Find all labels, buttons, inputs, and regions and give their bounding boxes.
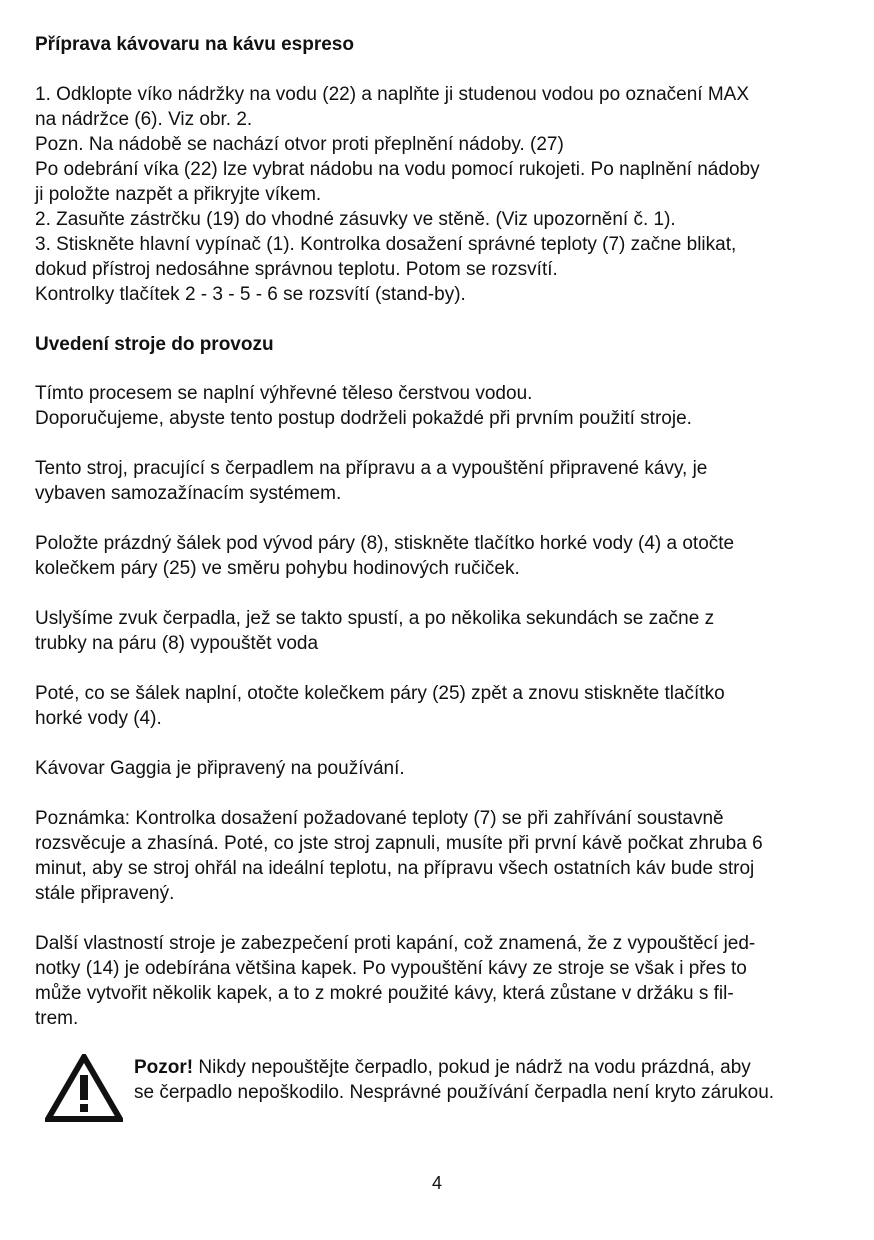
paragraph — [35, 756, 855, 781]
paragraph — [35, 531, 855, 581]
text-line: kolečkem páry (25) ve směru pohybu hodinových ručiček. — [35, 558, 520, 579]
warning-lead: Pozor! — [134, 1057, 194, 1078]
paragraph — [35, 456, 855, 506]
text-line: 2. Zasuňte zástrčku (19) do vhodné zásuvky ve stěně. (Viz upozornění č. 1). — [35, 209, 676, 230]
paragraph — [35, 931, 855, 1031]
preparation-steps — [35, 82, 855, 307]
paragraph — [35, 606, 855, 656]
text-line: trubky na páru (8) vypouštět voda — [35, 633, 319, 654]
text-line: Poté, co se šálek naplní, otočte kolečkem páry (25) zpět a znovu stiskněte tlačítko — [35, 683, 725, 704]
text-line: trem. — [35, 1008, 79, 1029]
text-line: Pozn. Na nádobě se nachází otvor proti přeplnění nádoby. (27) — [35, 134, 564, 155]
text-line: Kávovar Gaggia je připravený na používání. — [35, 758, 405, 779]
paragraph — [35, 681, 855, 731]
text-line: 3. Stiskněte hlavní vypínač (1). Kontrolka dosažení správné teploty (7) začne blikat, — [35, 234, 737, 255]
warning-line-2: se čerpadlo nepoškodilo. Nesprávné používání čerpadla není kryto zárukou. — [134, 1082, 775, 1103]
text-line: rozsvěcuje a zhasíná. Poté, co jste stroj zapnuli, musíte při první kávě počkat zhruba 6 — [35, 833, 763, 854]
warning-line-1: Nikdy nepouštějte čerpadlo, pokud je nádrž na vodu prázdná, aby — [193, 1057, 751, 1078]
warning-triangle-icon — [45, 1054, 123, 1122]
warning-text — [134, 1055, 774, 1105]
text-line: Po odebrání víka (22) lze vybrat nádobu na vodu pomocí rukojeti. Po naplnění nádoby — [35, 159, 760, 180]
text-line: notky (14) je odebírána většina kapek. Po vypouštění kávy ze stroje se však i přes to — [35, 958, 747, 979]
text-line: může vytvořit několik kapek, a to z mokré použité kávy, která zůstane v držáku s fil- — [35, 983, 734, 1004]
section-heading-preparation: Příprava kávovaru na kávu espreso — [35, 34, 354, 55]
text-line: 1. Odklopte víko nádržky na vodu (22) a naplňte ji studenou vodou po označení MAX — [35, 84, 750, 105]
text-line: dokud přístroj nedosáhne správnou teplotu. Potom se rozsvítí. — [35, 259, 558, 280]
text-line: stále připravený. — [35, 883, 175, 904]
text-line: Kontrolky tlačítek 2 - 3 - 5 - 6 se rozsvítí (stand-by). — [35, 284, 466, 305]
text-line: vybaven samozažínacím systémem. — [35, 483, 342, 504]
paragraph — [35, 381, 855, 431]
text-line: horké vody (4). — [35, 708, 162, 729]
warning-box — [45, 1054, 865, 1124]
section-heading-startup: Uvedení stroje do provozu — [35, 334, 274, 355]
text-line: Tímto procesem se naplní výhřevné těleso čerstvou vodou. — [35, 383, 533, 404]
text-line: Položte prázdný šálek pod vývod páry (8), stiskněte tlačítko horké vody (4) a otočte — [35, 533, 735, 554]
text-line: minut, aby se stroj ohřál na ideální teplotu, na přípravu všech ostatních káv bude stroj — [35, 858, 755, 879]
page-number: 4 — [431, 1173, 442, 1193]
text-line: Uslyšíme zvuk čerpadla, jež se takto spustí, a po několika sekundách se začne z — [35, 608, 715, 629]
text-line: Tento stroj, pracující s čerpadlem na přípravu a a vypouštění připravené kávy, je — [35, 458, 708, 479]
paragraph-note — [35, 806, 855, 906]
text-line: Doporučujeme, abyste tento postup dodrželi pokaždé při prvním použití stroje. — [35, 408, 692, 429]
text-line: na nádržce (6). Viz obr. 2. — [35, 109, 253, 130]
text-line: Další vlastností stroje je zabezpečení proti kapání, což znamená, že z vypouštěcí jed- — [35, 933, 756, 954]
text-line: ji položte nazpět a přikryjte víkem. — [35, 184, 322, 205]
text-line — [134, 1055, 774, 1080]
text-line: Poznámka: Kontrolka dosažení požadované teploty (7) se při zahřívání soustavně — [35, 808, 724, 829]
